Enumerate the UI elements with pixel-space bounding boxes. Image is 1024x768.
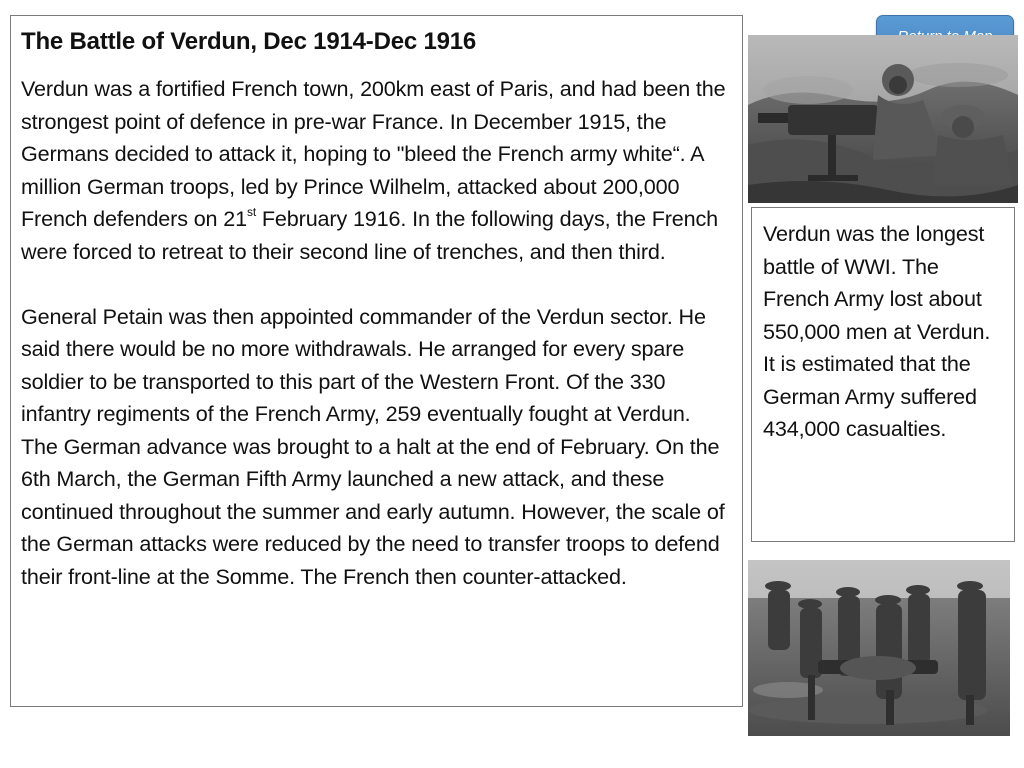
machine-gun-crew-image	[748, 35, 1018, 203]
stretcher-bearers-image	[748, 560, 1010, 736]
casualties-text: Verdun was the longest battle of WWI. The French Army lost about 550,000 men at Verdun. It is estimated that the German Army suffered 434,000 casualties.	[763, 221, 991, 441]
paragraph-counter-attack: The German advance was brought to a halt at the end of February. On the 6th March, the German Fifth Army launched a new attack, and these continued throughout the summer and early autumn. However, the scale of the German attacks were reduced by the need to transfer troops to defend their front-line at the Somme. The French then counter-attacked.	[21, 433, 725, 589]
casualties-box	[751, 207, 1015, 542]
paragraph-petain: General Petain was then appointed commander of the Verdun sector. He said there would be no more withdrawals. He arranged for every spare soldier to be transported to this part of the Western Front. Of the 330 infantry regiments of the French Army, 259 eventually fought at Verdun.	[21, 303, 706, 426]
paragraph-attack	[21, 73, 732, 268]
page-title: The Battle of Verdun, Dec 1914-Dec 1916	[21, 28, 477, 55]
paragraph-attack-text-end: February 1916. In the following days, the French were forced to retreat to their second line of trenches, and then third.	[21, 206, 719, 264]
paragraph-attack-text-start: Verdun was a fortified French town, 200km east of Paris, and had been the strongest point of defence in pre-war France. In December 1915, the Germans decided to attack it, hoping to "bleed the French army white“. A million German troops, led by Prince Wilhelm, attacked about 200,000 French defenders on 21	[21, 76, 726, 231]
main-text-box	[10, 15, 743, 707]
stretcher-bearers-photo	[748, 560, 1010, 736]
ordinal-suffix: st	[247, 204, 257, 219]
machine-gun-crew-photo	[748, 35, 1018, 203]
